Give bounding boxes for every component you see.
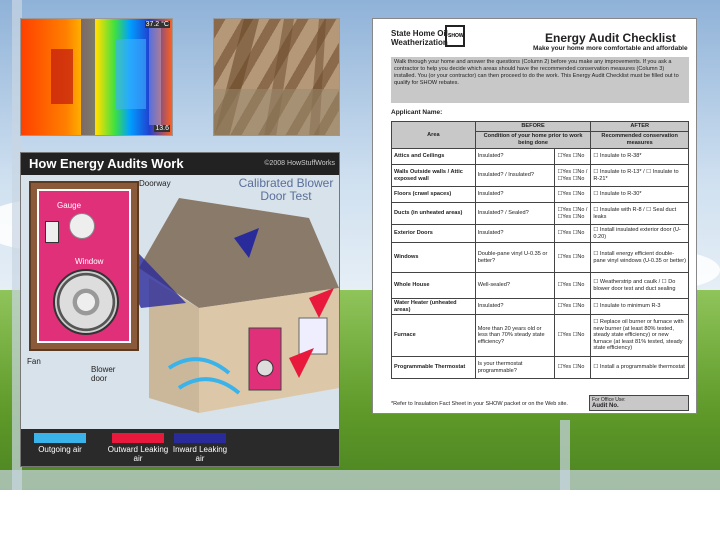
label-doorway: Doorway <box>139 179 171 188</box>
legend-swatch <box>34 433 86 443</box>
cell-yn: ☐Yes ☐No <box>555 357 591 379</box>
header-after: AFTER <box>591 122 689 132</box>
applicant-name-label: Applicant Name: <box>391 109 443 116</box>
cell-area: Floors (crawl spaces) <box>392 187 476 203</box>
window-opening <box>69 213 95 239</box>
cell-area: Whole House <box>392 273 476 299</box>
cell-area: Ducts (in unheated areas) <box>392 203 476 225</box>
cell-yn: ☐Yes ☐No <box>555 273 591 299</box>
cell-after: ☐ Insulate to minimum R-3 <box>591 299 689 315</box>
audit-number-label: Audit No. <box>592 403 619 409</box>
audit-copyright: ©2008 HowStuffWorks <box>264 160 335 167</box>
legend-item-outgoing <box>29 433 91 454</box>
header-after-sub: Recommended conservation measures <box>591 132 689 149</box>
cell-after: ☐ Install insulated exterior door (U-0.20) <box>591 225 689 243</box>
cell-yn: ☐Yes ☐No <box>555 243 591 273</box>
cell-area: Attics and Ceilings <box>392 149 476 165</box>
blower-door-frame <box>29 181 139 351</box>
cell-area: Furnace <box>392 315 476 357</box>
cell-condition: Insulated? / Insulated? <box>475 165 555 187</box>
table-row <box>392 243 689 273</box>
cell-condition: Insulated? / Sealed? <box>475 203 555 225</box>
cell-after: ☐ Insulate with R-8 / ☐ Seal duct leaks <box>591 203 689 225</box>
checklist-intro: Walk through your home and answer the questions (Column 2) before you make any improvements. If you ask a contractor to help you decide which areas should have the recommended conservation measures (Column 3) installed. You (or your contractor) can then proceed to do the work. This Energy Audit Checklist must be filled out to qualify for SHOW rebates. <box>391 57 689 103</box>
table-row <box>392 187 689 203</box>
cell-yn: ☐Yes ☐No <box>555 149 591 165</box>
header-before: BEFORE <box>475 122 591 132</box>
label-fan: Fan <box>27 357 41 366</box>
header-before-sub: Condition of your home prior to work being done <box>475 132 591 149</box>
window-sill <box>0 470 720 492</box>
legend-swatch <box>112 433 164 443</box>
cell-after: ☐ Install a programmable thermostat <box>591 357 689 379</box>
cell-yn: ☐Yes ☐No <box>555 225 591 243</box>
legend-label: Outgoing air <box>38 445 82 454</box>
table-row <box>392 357 689 379</box>
energy-audit-checklist <box>372 18 697 414</box>
cell-condition: Is your thermostat programmable? <box>475 357 555 379</box>
checklist-title: Energy Audit Checklist <box>545 31 676 45</box>
legend-label: Inward Leaking air <box>172 445 228 463</box>
blower-test-title: Calibrated Blower Door Test <box>238 176 334 203</box>
cell-yn: ☐Yes ☐No <box>555 187 591 203</box>
energy-audit-diagram <box>20 152 340 467</box>
office-use-label: For Office Use: <box>592 397 626 403</box>
label-blower-door: Blower door <box>91 365 116 383</box>
cell-area: Water Heater (unheated areas) <box>392 299 476 315</box>
cell-condition: Insulated? <box>475 187 555 203</box>
org-name: State Home Oil Weatherization <box>391 29 448 47</box>
legend-item-outward <box>107 433 169 463</box>
table-row <box>392 273 689 299</box>
cell-yn: ☐Yes ☐No <box>555 299 591 315</box>
cell-condition: Double-pane vinyl U-0.35 or better? <box>475 243 555 273</box>
cell-area: Exterior Doors <box>392 225 476 243</box>
thermal-scale-bottom: 13.6 <box>155 125 169 132</box>
cell-after: ☐ Insulate to R-38* <box>591 149 689 165</box>
table-row <box>392 225 689 243</box>
cell-yn: ☐Yes ☐No / ☐Yes ☐No <box>555 165 591 187</box>
attic-rafters <box>214 19 340 136</box>
cell-area: Programmable Thermostat <box>392 357 476 379</box>
legend-swatch <box>174 433 226 443</box>
label-window: Window <box>75 257 104 266</box>
show-logo-icon <box>445 25 465 47</box>
checklist-table <box>391 121 689 379</box>
checklist-footnote: *Refer to Insulation Fact Sheet in your SHOW packet or on the Web site. <box>391 401 568 407</box>
table-row <box>392 149 689 165</box>
gauge-icon <box>45 221 59 243</box>
thermal-image <box>20 18 173 136</box>
office-use-box <box>589 395 689 411</box>
window-frame-mullion <box>560 420 570 490</box>
audit-header <box>21 153 340 175</box>
cell-yn: ☐Yes ☐No <box>555 315 591 357</box>
thermal-scale-top: 37.2 °C <box>145 21 169 28</box>
table-row <box>392 165 689 187</box>
cell-after: ☐ Replace oil burner or furnace with new burner (at least 80% tested, steady state efficiency) or new furnace (at least 81% tested, steady state efficiency) <box>591 315 689 357</box>
cell-condition: More than 20 years old or less than 70% steady state efficiency? <box>475 315 555 357</box>
bottom-band <box>0 490 720 540</box>
fan-icon <box>53 269 119 335</box>
cell-after: ☐ Install energy efficient double-pane vinyl windows (U-0.35 or better) <box>591 243 689 273</box>
cell-after: ☐ Insulate to R-30* <box>591 187 689 203</box>
table-row <box>392 315 689 357</box>
table-row <box>392 299 689 315</box>
header-area: Area <box>392 122 476 149</box>
airflow-legend <box>21 429 340 467</box>
thermal-overlay <box>21 19 173 136</box>
cell-area: Windows <box>392 243 476 273</box>
legend-item-inward <box>169 433 231 463</box>
table-row <box>392 203 689 225</box>
cell-condition: Insulated? <box>475 149 555 165</box>
audit-title: How Energy Audits Work <box>29 156 184 171</box>
label-gauge: Gauge <box>57 201 82 210</box>
cell-condition: Well-sealed? <box>475 273 555 299</box>
cell-after: ☐ Insulate to R-13* / ☐ Insulate to R-21* <box>591 165 689 187</box>
cell-condition: Insulated? <box>475 225 555 243</box>
blower-door-panel <box>37 189 131 343</box>
attic-insulation-photo <box>213 18 340 136</box>
cell-after: ☐ Weatherstrip and caulk / ☐ Do blower door test and duct sealing <box>591 273 689 299</box>
checklist-subtitle: Make your home more comfortable and affordable <box>533 45 688 52</box>
show-logo-text: SHOW <box>448 33 464 39</box>
cell-area: Walls Outside walls / Attic exposed wall <box>392 165 476 187</box>
cell-yn: ☐Yes ☐No / ☐Yes ☐No <box>555 203 591 225</box>
cell-condition: Insulated? <box>475 299 555 315</box>
legend-label: Outward Leaking air <box>107 445 169 463</box>
